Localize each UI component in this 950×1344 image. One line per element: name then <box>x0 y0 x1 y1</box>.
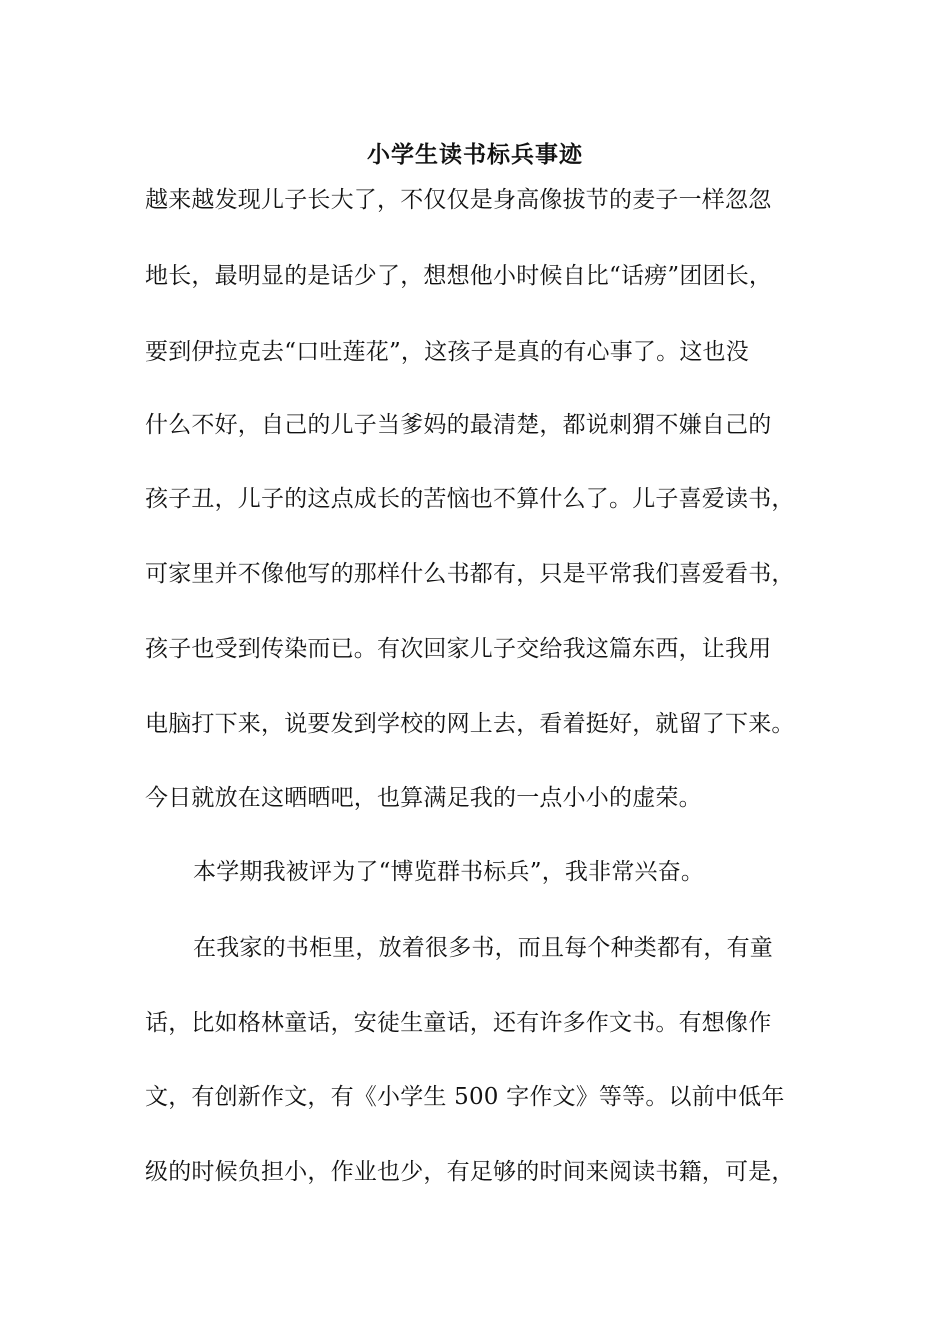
paragraph-line: 孩子丑，儿子的这点成长的苦恼也不算什么了。儿子喜爱读书， <box>145 486 795 512</box>
paragraph-line: 什么不好，自己的儿子当爹妈的最清楚，都说刺猬不嫌自己的 <box>145 412 772 438</box>
paragraph-line: 话，比如格林童话，安徒生童话，还有许多作文书。有想像作 <box>145 1010 772 1036</box>
paragraph-line: 孩子也受到传染而已。有次回家儿子交给我这篇东西，让我用 <box>145 636 772 662</box>
paragraph-line: 在我家的书柜里，放着很多书，而且每个种类都有，有童 <box>193 935 773 961</box>
paragraph-line: 越来越发现儿子长大了，不仅仅是身高像拔节的麦子一样忽忽 <box>145 187 772 213</box>
paragraph-line: 要到伊拉克去“口吐莲花”，这孩子是真的有心事了。这也没 <box>145 339 749 365</box>
paragraph-line: 级的时候负担小，作业也少，有足够的时间来阅读书籍，可是， <box>145 1159 795 1185</box>
paragraph-line: 地长，最明显的是话少了，想想他小时候自比“话痨”团团长， <box>145 263 773 289</box>
document-title: 小学生读书标兵事迹 <box>367 141 583 168</box>
paragraph-line: 本学期我被评为了“博览群书标兵”，我非常兴奋。 <box>193 859 705 885</box>
paragraph-line: 文，有创新作文，有《小学生 500 字作文》等等。以前中低年 <box>145 1084 785 1110</box>
paragraph-line: 今日就放在这晒晒吧，也算满足我的一点小小的虚荣。 <box>145 785 702 811</box>
paragraph-line: 可家里并不像他写的那样什么书都有，只是平常我们喜爱看书， <box>145 561 795 587</box>
paragraph-line: 电脑打下来，说要发到学校的网上去，看着挺好，就留了下来。 <box>145 711 795 737</box>
